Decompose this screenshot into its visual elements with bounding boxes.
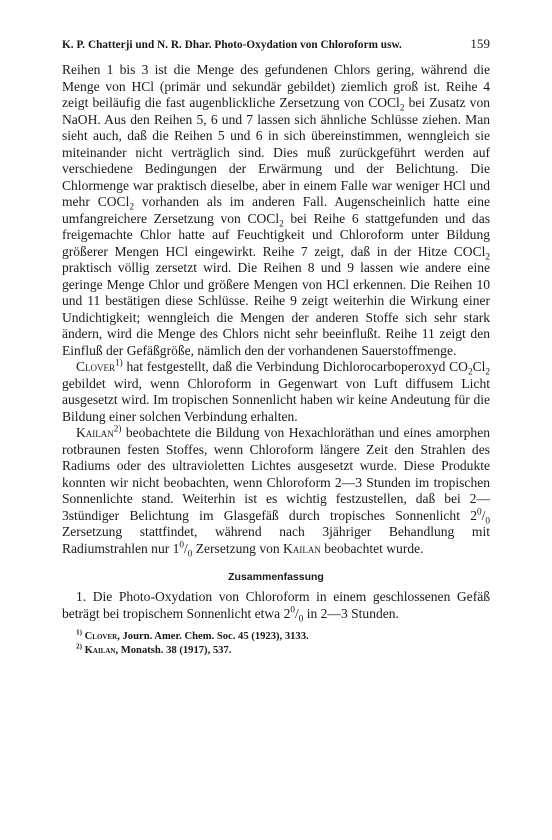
author-name: Kailan [283,540,321,556]
subscript: 2 [399,102,405,113]
footnotes [62,630,490,658]
footnote-author: Kailan [84,645,116,656]
subscript: 0 [298,613,304,624]
body-paragraph [62,359,490,425]
subscript: 2 [485,251,490,262]
footnote [76,630,490,644]
subscript: 2 [129,201,134,212]
text-run: Zersetzung von [192,540,284,556]
text-run: 1. Die Photo-Oxydation von Chloroform in einem geschlossenen Gefäß beträgt bei tropischem Sonnenlicht etwa 2 [62,589,490,621]
text-run: / [184,540,188,556]
footnote-author: Clover [84,631,118,642]
author-name: Kailan [76,425,114,440]
subscript: 2 [279,218,284,229]
superscript: 0 [477,505,482,516]
subscript: 2 [485,366,490,377]
text-run: Cl [472,359,486,374]
text-run: hat festgestellt, daß die Verbindung Dichlorocarboperoxyd CO [122,359,468,374]
footnote [76,644,490,658]
running-title: K. P. Chatterji und N. R. Dhar. Photo-Oxydation von Chloroform usw. [62,39,402,51]
page-number: 159 [470,36,490,51]
text-run: praktisch völlig zersetzt wird. Die Reihen 8 und 9 lassen wie andere eine geringe Menge Chlor und größere Mengen von HCl erkennen. Die Reihen 10 und 11 bestätigen diese Schlüsse. Reihe 9 zeigt weiterhin die Wirkung einer Undichtigkeit; wenngleich die Mengen der anderen Stoffe sich sehr stark ändern, wird die Menge des Chlors nicht sehr beeinflußt. Reihe 11 zeigt den Einfluß der Gefäßgröße, nämlich den der vorhandenen Sauerstoffmenge. [62,260,490,358]
text-run: beobachtet wurde. [320,540,424,556]
text-run: bei Zusatz von NaOH. Aus den Reihen 5, 6 und 7 lassen sich ähnliche Schlüsse ziehen. Man sieht auch, daß die Reihen 5 und 6 in sich übereinstimmen, wenngleich sie miteinander nicht verträglich sind. Dies muß zurückgeführt werden auf verschiedene Bedingungen der Erwärmung und der Belichtung. Die Chlormenge war praktisch dieselbe, aber in einem Falle war weniger HCl und mehr COCl [62,95,491,209]
footnote-text: , Monatsh. 38 (1917), 537. [115,645,232,656]
text-run: Zersetzung stattfindet, während nach 3jähriger Behandlung mit Radiumstrahlen nur 1 [62,524,490,556]
superscript: 2) [113,423,122,434]
body-paragraph [62,62,490,359]
superscript: 0 [179,538,184,549]
superscript: 0 [290,603,295,614]
footnote-mark: 1) [76,628,82,637]
subscript: 0 [187,548,193,559]
text-run: / [481,507,486,523]
subscript: 0 [485,515,490,526]
section-heading: Zusammenfassung [228,571,324,583]
text-run: in 2—3 Stunden. [303,605,399,621]
text-run: bei Reihe 6 stattgefunden und das freigemachte Chlor hatte auf Feuchtigkeit und Chloroform unter Bildung größerer Mengen HCl eingewirkt. Reihe 7 zeigt, daß in der Hitze COCl [62,210,490,259]
text-run: beobachtete die Bildung von Hexachloräthan und eines amorphen rotbraunen festen Stoffes, wenn Chloroform längere Zeit den Strahlen des Radiums oder des ultravioletten Lichtes ausgesetzt wurde. Diese Produkte konnten wir nicht beobachten, wenn Chloroform 2—3 Stunden im tropischen Sonnenlichte stand. Weiterhin ist es wichtig festzustellen, daß bei 2—3stündiger Belichtung im Glasgefäß durch tropisches Sonnenlicht 2 [62,425,490,523]
text-run: gebildet wird, wenn Chloroform in Gegenwart von Luft diffusem Licht ausgesetzt wird. Im tropischen Sonnenlicht haben wir keine Andeutung für die Bildung einer solchen Verbindung erhalten. [62,375,490,424]
footnote-mark: 2) [76,642,82,651]
footnote-text: , Journ. Amer. Chem. Soc. 45 (1923), 3133. [117,631,309,642]
author-name: Clover [76,359,116,374]
body-paragraph [62,425,490,557]
subscript: 2 [467,366,473,377]
superscript: 1) [115,357,123,368]
page [62,36,490,658]
text-run: vorhanden als im anderen Fall. Augenscheinlich hatte eine umfangreichere Zersetzung von COCl [62,194,491,226]
text-run: / [294,605,299,621]
running-header [62,36,490,52]
summary-paragraph [62,589,490,622]
text-run: Reihen 1 bis 3 ist die Menge des gefundenen Chlors gering, während die Menge von HCl (primär und sekundär gebildet) ziemlich groß ist. Reihe 4 zeigt beiläufig die fast augenblickliche Zersetzung von COCl [62,62,490,110]
